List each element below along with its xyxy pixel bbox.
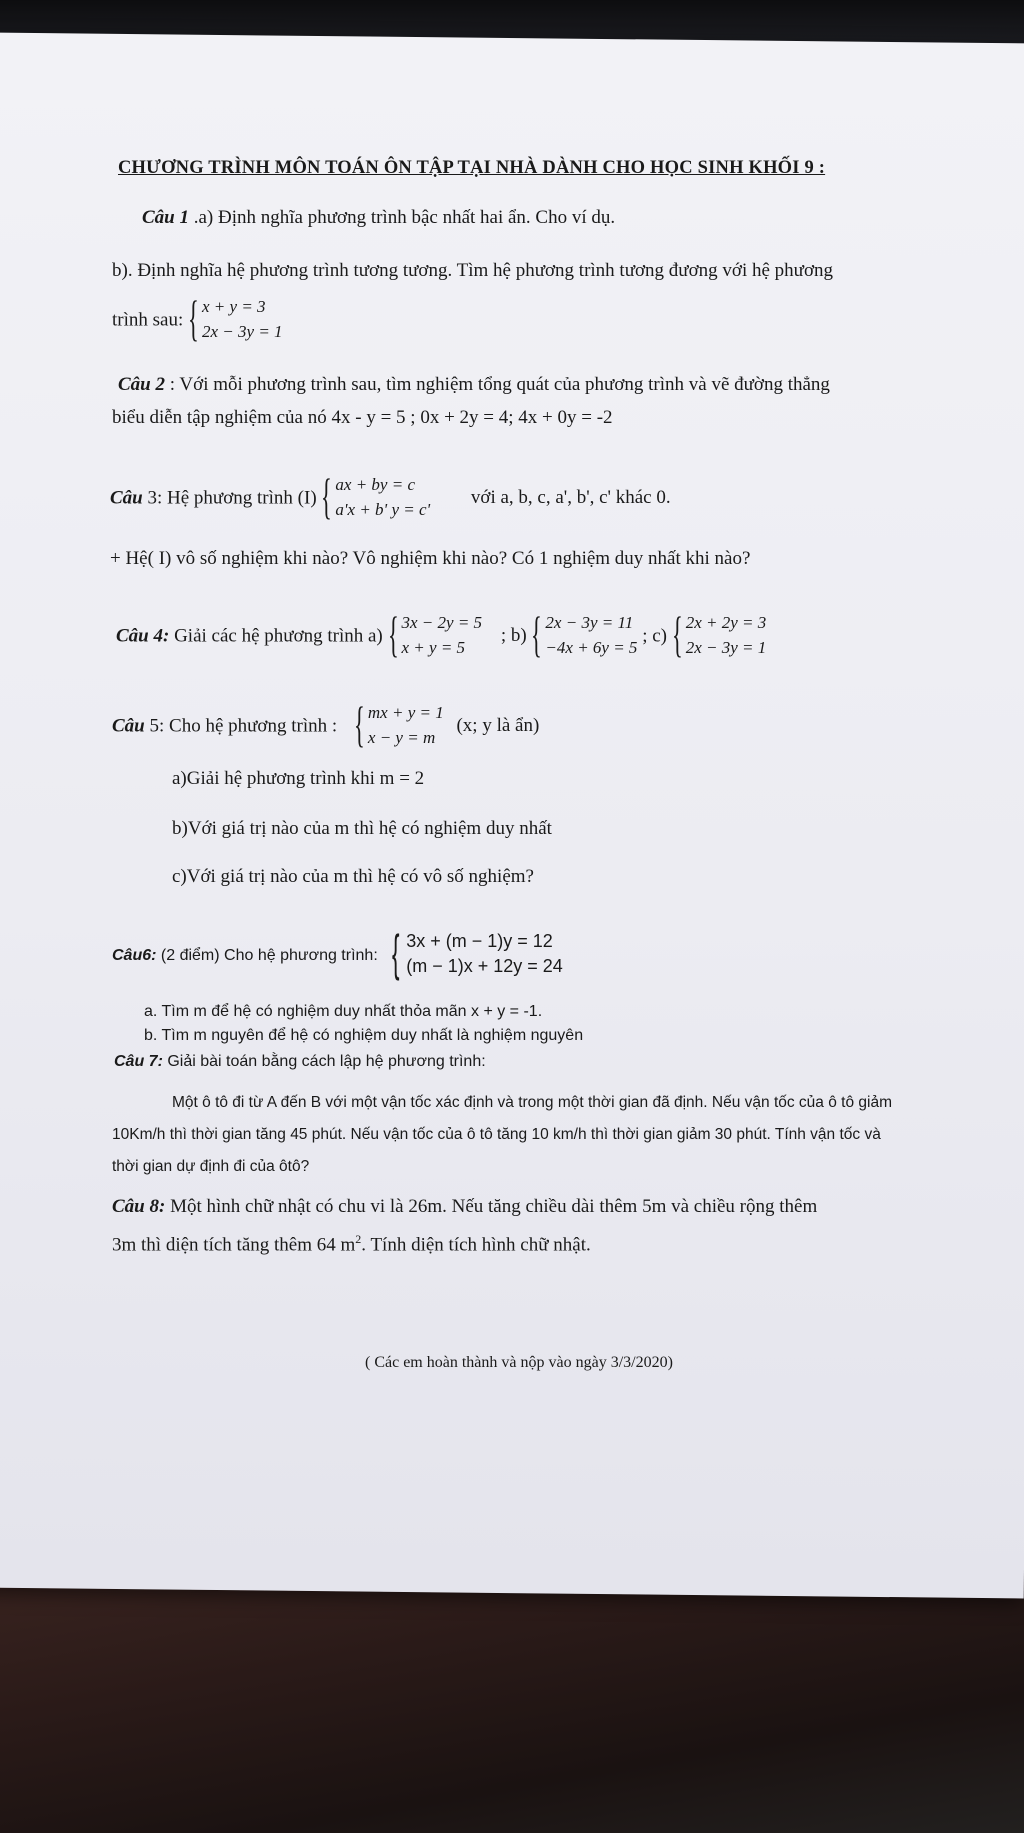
question-1-a: Câu 1 .a) Định nghĩa phương trình bậc nhất hai ẩn. Cho ví dụ. — [142, 207, 616, 228]
question-2-line2: biểu diễn tập nghiệm của nó 4x - y = 5 ; 0x + 2y = 4; 4x + 0y = -2 — [112, 407, 613, 428]
question-3-line2: + Hệ( I) vô số nghiệm khi nào? Vô nghiệm khi nào? Có 1 nghiệm duy nhất khi nào? — [110, 548, 751, 569]
question-2-label: Câu 2 — [118, 374, 165, 395]
question-4-label: Câu 4: — [116, 625, 170, 647]
equation-system-q3: { ax + by = c a'x + b' y = c' — [321, 468, 431, 524]
worksheet-title: CHƯƠNG TRÌNH MÔN TOÁN ÔN TẬP TẠI NHÀ DÀNH CHO HỌC SINH KHỐI 9 : — [118, 158, 826, 178]
question-1-b-line2: trình sau: { x + y = 3 2x − 3y = 1 — [112, 290, 283, 346]
question-5-c: c)Với giá trị nào của m thì hệ có vô số nghiệm? — [172, 866, 534, 887]
question-7-label: Câu 7: — [114, 1053, 163, 1070]
equation-system-q4b: { 2x − 3y = 11 −4x + 6y = 5 — [531, 606, 638, 662]
question-4: Câu 4: Giải các hệ phương trình a) { 3x − 2y = 5 x + y = 5 ; b) { 2x − 3y = 11 −4x + 6y = 5 ; c) { 2x + 2y = 3 2x − 3y = 1 — [116, 606, 767, 662]
equation-system-q4c: { 2x + 2y = 3 2x − 3y = 1 — [671, 606, 767, 662]
question-7-p2: 10Km/h thì thời gian tăng 45 phút. Nếu vận tốc của ô tô tăng 10 km/h thì thời gian giảm 30 phút. Tính vận tốc và — [112, 1126, 881, 1143]
due-date-note: ( Các em hoàn thành và nộp vào ngày 3/3/2020) — [365, 1354, 673, 1371]
question-7-p1: Một ô tô đi từ A đến B với một vận tốc xác định và trong một thời gian đã định. Nếu vận tốc của ô tô giảm — [172, 1094, 892, 1111]
question-6-b: b. Tìm m nguyên để hệ có nghiệm duy nhất là nghiệm nguyên — [144, 1027, 584, 1044]
question-3: Câu 3: Hệ phương trình (I) { ax + by = c a'x + b' y = c' với a, b, c, a', b', c' khác 0. — [110, 468, 671, 524]
question-8-line2: 3m thì diện tích tăng thêm 64 $m^2$. Tính diện tích hình chữ nhật. — [112, 1232, 591, 1256]
equation-system-q1: { x + y = 3 2x − 3y = 1 — [188, 290, 283, 346]
question-5-label: Câu — [112, 715, 145, 737]
question-6-a: a. Tìm m để hệ có nghiệm duy nhất thỏa mãn x + y = -1. — [144, 1003, 543, 1020]
table-surface — [0, 1560, 1024, 1833]
question-1-label: Câu 1 — [142, 207, 189, 228]
equation-system-q5: { mx + y = 1 x − y = m — [353, 696, 444, 752]
question-6-label: Câu6: — [112, 947, 157, 965]
question-3-condition: với a, b, c, a', b', c' khác 0. — [470, 487, 671, 509]
question-7: Câu 7: Giải bài toán bằng cách lập hệ phương trình: — [114, 1053, 486, 1070]
question-3-label: Câu — [110, 487, 143, 509]
question-8-label: Câu 8: — [112, 1196, 166, 1217]
question-5-b: b)Với giá trị nào của m thì hệ có nghiệm duy nhất — [172, 818, 552, 839]
question-8-line1: Câu 8: Một hình chữ nhật có chu vi là 26m. Nếu tăng chiều dài thêm 5m và chiều rộng thêm — [112, 1196, 818, 1217]
equation-system-q4a: { 3x − 2y = 5 x + y = 5 — [387, 606, 483, 662]
question-5-a: a)Giải hệ phương trình khi m = 2 — [172, 768, 425, 789]
question-2-line1: Câu 2 : Với mỗi phương trình sau, tìm nghiệm tổng quát của phương trình và vẽ đường thẳng — [118, 374, 830, 395]
question-5: Câu 5: Cho hệ phương trình : { mx + y = 1 x − y = m (x; y là ẩn) — [112, 696, 540, 752]
question-6: Câu6: (2 điểm) Cho hệ phương trình: { 3x + (m − 1)y = 12 (m − 1)x + 12y = 24 — [112, 925, 563, 981]
equation-system-q6: { 3x + (m − 1)y = 12 (m − 1)x + 12y = 24 — [392, 925, 563, 981]
question-7-p3: thời gian dự định đi của ôtô? — [112, 1158, 310, 1175]
question-1-b-line1: b). Định nghĩa hệ phương trình tương tương. Tìm hệ phương trình tương đương với hệ phương — [112, 260, 834, 281]
